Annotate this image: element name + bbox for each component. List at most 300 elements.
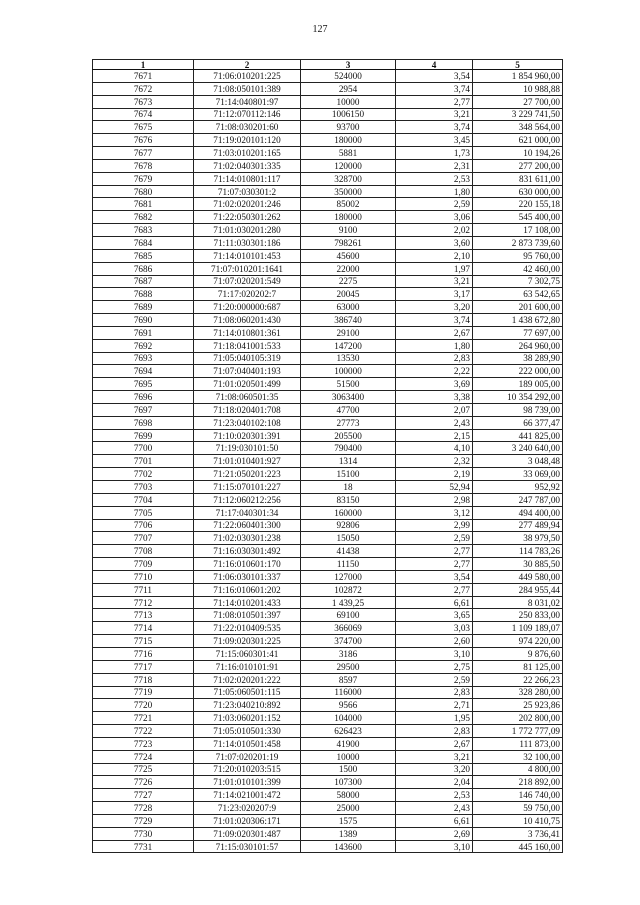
- row-number-cell: 7681: [93, 198, 194, 211]
- rate-cell: 2,98: [396, 493, 473, 506]
- rate-cell: 1,97: [396, 262, 473, 275]
- area-cell: 205500: [301, 429, 396, 442]
- row-number-cell: 7685: [93, 249, 194, 262]
- cadastral-number-cell: 71:07:020201:549: [194, 275, 301, 288]
- rate-cell: 52,94: [396, 481, 473, 494]
- value-cell: 98 739,00: [473, 403, 563, 416]
- area-cell: 10000: [301, 95, 396, 108]
- table-row: [93, 802, 563, 815]
- cadastral-number-cell: 71:01:010401:927: [194, 455, 301, 468]
- area-cell: 29500: [301, 660, 396, 673]
- row-number-cell: 7677: [93, 147, 194, 160]
- rate-cell: 3,74: [396, 121, 473, 134]
- area-cell: 27773: [301, 416, 396, 429]
- value-cell: 42 460,00: [473, 262, 563, 275]
- value-cell: 250 833,00: [473, 609, 563, 622]
- row-number-cell: 7692: [93, 339, 194, 352]
- rate-cell: 2,77: [396, 558, 473, 571]
- table-row: [93, 365, 563, 378]
- area-cell: 15050: [301, 532, 396, 545]
- area-cell: 374700: [301, 635, 396, 648]
- row-number-cell: 7675: [93, 121, 194, 134]
- table-row: [93, 82, 563, 95]
- cadastral-number-cell: 71:01:010101:399: [194, 776, 301, 789]
- area-cell: 798261: [301, 236, 396, 249]
- value-cell: 441 825,00: [473, 429, 563, 442]
- area-cell: 180000: [301, 134, 396, 147]
- area-cell: 147200: [301, 339, 396, 352]
- rate-cell: 2,59: [396, 673, 473, 686]
- value-cell: 77 697,00: [473, 326, 563, 339]
- area-cell: 160000: [301, 506, 396, 519]
- cadastral-number-cell: 71:17:040301:34: [194, 506, 301, 519]
- table-row: [93, 378, 563, 391]
- row-number-cell: 7703: [93, 481, 194, 494]
- value-cell: 59 750,00: [473, 802, 563, 815]
- row-number-cell: 7717: [93, 660, 194, 673]
- row-number-cell: 7672: [93, 82, 194, 95]
- table-row: [93, 699, 563, 712]
- column-header: 3: [301, 60, 396, 70]
- value-cell: 3 240 640,00: [473, 442, 563, 455]
- area-cell: 41900: [301, 737, 396, 750]
- row-number-cell: 7716: [93, 647, 194, 660]
- area-cell: 13530: [301, 352, 396, 365]
- table-row: [93, 635, 563, 648]
- row-number-cell: 7708: [93, 545, 194, 558]
- data-table: [92, 59, 563, 853]
- table-row: [93, 301, 563, 314]
- value-cell: 3 736,41: [473, 827, 563, 840]
- area-cell: 350000: [301, 185, 396, 198]
- cadastral-number-cell: 71:09:020301:225: [194, 635, 301, 648]
- table-row: [93, 326, 563, 339]
- table-row: [93, 211, 563, 224]
- table-row: [93, 236, 563, 249]
- area-cell: 18: [301, 481, 396, 494]
- row-number-cell: 7729: [93, 814, 194, 827]
- rate-cell: 3,60: [396, 236, 473, 249]
- area-cell: 1006150: [301, 108, 396, 121]
- rate-cell: 3,74: [396, 314, 473, 327]
- area-cell: 2275: [301, 275, 396, 288]
- area-cell: 29100: [301, 326, 396, 339]
- cadastral-number-cell: 71:14:040801:97: [194, 95, 301, 108]
- value-cell: 1 438 672,80: [473, 314, 563, 327]
- table-row: [93, 647, 563, 660]
- rate-cell: 3,45: [396, 134, 473, 147]
- rate-cell: 2,59: [396, 532, 473, 545]
- rate-cell: 3,69: [396, 378, 473, 391]
- value-cell: 10 988,88: [473, 82, 563, 95]
- rate-cell: 3,03: [396, 622, 473, 635]
- table-row: [93, 763, 563, 776]
- rate-cell: 3,21: [396, 750, 473, 763]
- table-row: [93, 159, 563, 172]
- row-number-cell: 7682: [93, 211, 194, 224]
- row-number-cell: 7684: [93, 236, 194, 249]
- row-number-cell: 7731: [93, 840, 194, 853]
- rate-cell: 4,10: [396, 442, 473, 455]
- value-cell: 3 229 741,50: [473, 108, 563, 121]
- area-cell: 524000: [301, 70, 396, 83]
- value-cell: 32 100,00: [473, 750, 563, 763]
- cadastral-number-cell: 71:08:010501:397: [194, 609, 301, 622]
- rate-cell: 2,77: [396, 583, 473, 596]
- rate-cell: 3,65: [396, 609, 473, 622]
- rate-cell: 3,54: [396, 70, 473, 83]
- column-header: 1: [93, 60, 194, 70]
- row-number-cell: 7723: [93, 737, 194, 750]
- table-row: [93, 429, 563, 442]
- table-row: [93, 506, 563, 519]
- table-row: [93, 673, 563, 686]
- table-row: [93, 391, 563, 404]
- value-cell: 111 873,00: [473, 737, 563, 750]
- table-row: [93, 262, 563, 275]
- table-row: [93, 609, 563, 622]
- table-row: [93, 532, 563, 545]
- rate-cell: 2,53: [396, 789, 473, 802]
- rate-cell: 6,61: [396, 814, 473, 827]
- value-cell: 494 400,00: [473, 506, 563, 519]
- value-cell: 17 108,00: [473, 224, 563, 237]
- table-row: [93, 172, 563, 185]
- value-cell: 66 377,47: [473, 416, 563, 429]
- value-cell: 1 772 777,09: [473, 725, 563, 738]
- rate-cell: 2,60: [396, 635, 473, 648]
- row-number-cell: 7718: [93, 673, 194, 686]
- table-row: [93, 570, 563, 583]
- value-cell: 328 280,00: [473, 686, 563, 699]
- area-cell: 85002: [301, 198, 396, 211]
- area-cell: 1 439,25: [301, 596, 396, 609]
- rate-cell: 2,10: [396, 249, 473, 262]
- rate-cell: 3,21: [396, 275, 473, 288]
- row-number-cell: 7700: [93, 442, 194, 455]
- cadastral-number-cell: 71:19:030101:50: [194, 442, 301, 455]
- table-row: [93, 314, 563, 327]
- rate-cell: 2,31: [396, 159, 473, 172]
- rate-cell: 1,73: [396, 147, 473, 160]
- area-cell: 127000: [301, 570, 396, 583]
- value-cell: 348 564,00: [473, 121, 563, 134]
- area-cell: 790400: [301, 442, 396, 455]
- value-cell: 277 200,00: [473, 159, 563, 172]
- cadastral-number-cell: 71:23:040210:892: [194, 699, 301, 712]
- table-row: [93, 776, 563, 789]
- row-number-cell: 7693: [93, 352, 194, 365]
- table-row: [93, 224, 563, 237]
- table-row: [93, 275, 563, 288]
- area-cell: 2954: [301, 82, 396, 95]
- cadastral-number-cell: 71:01:030201:280: [194, 224, 301, 237]
- column-header: 5: [473, 60, 563, 70]
- rate-cell: 2,83: [396, 352, 473, 365]
- area-cell: 51500: [301, 378, 396, 391]
- table-row: [93, 249, 563, 262]
- row-number-cell: 7726: [93, 776, 194, 789]
- cadastral-number-cell: 71:20:000000:687: [194, 301, 301, 314]
- table-row: [93, 558, 563, 571]
- rate-cell: 3,21: [396, 108, 473, 121]
- table-body: [93, 70, 563, 853]
- cadastral-number-cell: 71:09:020301:487: [194, 827, 301, 840]
- row-number-cell: 7711: [93, 583, 194, 596]
- area-cell: 20045: [301, 288, 396, 301]
- rate-cell: 2,32: [396, 455, 473, 468]
- table-row: [93, 442, 563, 455]
- area-cell: 386740: [301, 314, 396, 327]
- cadastral-number-cell: 71:02:030301:238: [194, 532, 301, 545]
- cadastral-number-cell: 71:06:010201:225: [194, 70, 301, 83]
- area-cell: 58000: [301, 789, 396, 802]
- value-cell: 2 873 739,60: [473, 236, 563, 249]
- rate-cell: 2,67: [396, 737, 473, 750]
- table-row: [93, 339, 563, 352]
- area-cell: 120000: [301, 159, 396, 172]
- row-number-cell: 7694: [93, 365, 194, 378]
- row-number-cell: 7702: [93, 468, 194, 481]
- table-row: [93, 455, 563, 468]
- area-cell: 366069: [301, 622, 396, 635]
- rate-cell: 2,43: [396, 416, 473, 429]
- value-cell: 10 410,75: [473, 814, 563, 827]
- value-cell: 284 955,44: [473, 583, 563, 596]
- rate-cell: 2,75: [396, 660, 473, 673]
- rate-cell: 3,38: [396, 391, 473, 404]
- rate-cell: 2,43: [396, 802, 473, 815]
- rate-cell: 1,95: [396, 712, 473, 725]
- row-number-cell: 7728: [93, 802, 194, 815]
- column-header: 4: [396, 60, 473, 70]
- page-number: 127: [312, 24, 328, 35]
- value-cell: 30 885,50: [473, 558, 563, 571]
- cadastral-number-cell: 71:20:010203:515: [194, 763, 301, 776]
- area-cell: 3063400: [301, 391, 396, 404]
- area-cell: 15100: [301, 468, 396, 481]
- area-cell: 107300: [301, 776, 396, 789]
- table-row: [93, 725, 563, 738]
- value-cell: 189 005,00: [473, 378, 563, 391]
- row-number-cell: 7696: [93, 391, 194, 404]
- row-number-cell: 7713: [93, 609, 194, 622]
- cadastral-number-cell: 71:11:030301:186: [194, 236, 301, 249]
- area-cell: 9566: [301, 699, 396, 712]
- area-cell: 1500: [301, 763, 396, 776]
- cadastral-number-cell: 71:14:021001:472: [194, 789, 301, 802]
- area-cell: 22000: [301, 262, 396, 275]
- cadastral-number-cell: 71:15:060301:41: [194, 647, 301, 660]
- area-cell: 1314: [301, 455, 396, 468]
- rate-cell: 2,59: [396, 198, 473, 211]
- table-row: [93, 545, 563, 558]
- value-cell: 445 160,00: [473, 840, 563, 853]
- column-header: 2: [194, 60, 301, 70]
- area-cell: 180000: [301, 211, 396, 224]
- table-row: [93, 288, 563, 301]
- table-row: [93, 468, 563, 481]
- rate-cell: 1,80: [396, 185, 473, 198]
- value-cell: 27 700,00: [473, 95, 563, 108]
- rate-cell: 3,54: [396, 570, 473, 583]
- table-row: [93, 121, 563, 134]
- table-row: [93, 134, 563, 147]
- value-cell: 545 400,00: [473, 211, 563, 224]
- area-cell: 116000: [301, 686, 396, 699]
- area-cell: 3186: [301, 647, 396, 660]
- table-row: [93, 352, 563, 365]
- row-number-cell: 7701: [93, 455, 194, 468]
- value-cell: 7 302,75: [473, 275, 563, 288]
- row-number-cell: 7721: [93, 712, 194, 725]
- value-cell: 1 109 189,07: [473, 622, 563, 635]
- row-number-cell: 7730: [93, 827, 194, 840]
- table-row: [93, 596, 563, 609]
- area-cell: 63000: [301, 301, 396, 314]
- value-cell: 63 542,65: [473, 288, 563, 301]
- value-cell: 81 125,00: [473, 660, 563, 673]
- row-number-cell: 7698: [93, 416, 194, 429]
- value-cell: 95 760,00: [473, 249, 563, 262]
- table-row: [93, 840, 563, 853]
- area-cell: 25000: [301, 802, 396, 815]
- cadastral-number-cell: 71:07:030301:2: [194, 185, 301, 198]
- rate-cell: 2,83: [396, 686, 473, 699]
- cadastral-number-cell: 71:22:060401:300: [194, 519, 301, 532]
- rate-cell: 1,80: [396, 339, 473, 352]
- value-cell: 218 892,00: [473, 776, 563, 789]
- value-cell: 3 048,48: [473, 455, 563, 468]
- area-cell: 93700: [301, 121, 396, 134]
- cadastral-number-cell: 71:02:020201:222: [194, 673, 301, 686]
- cadastral-number-cell: 71:08:050101:389: [194, 82, 301, 95]
- rate-cell: 2,67: [396, 326, 473, 339]
- row-number-cell: 7683: [93, 224, 194, 237]
- cadastral-number-cell: 71:22:010409:535: [194, 622, 301, 635]
- table-row: [93, 827, 563, 840]
- value-cell: 449 580,00: [473, 570, 563, 583]
- rate-cell: 2,19: [396, 468, 473, 481]
- value-cell: 201 600,00: [473, 301, 563, 314]
- area-cell: 9100: [301, 224, 396, 237]
- row-number-cell: 7686: [93, 262, 194, 275]
- row-number-cell: 7715: [93, 635, 194, 648]
- cadastral-number-cell: 71:18:041001:533: [194, 339, 301, 352]
- table-row: [93, 519, 563, 532]
- value-cell: 974 220,00: [473, 635, 563, 648]
- rate-cell: 2,77: [396, 95, 473, 108]
- row-number-cell: 7706: [93, 519, 194, 532]
- row-number-cell: 7725: [93, 763, 194, 776]
- value-cell: 10 194,26: [473, 147, 563, 160]
- row-number-cell: 7673: [93, 95, 194, 108]
- cadastral-number-cell: 71:06:030101:337: [194, 570, 301, 583]
- value-cell: 630 000,00: [473, 185, 563, 198]
- cadastral-number-cell: 71:03:010201:165: [194, 147, 301, 160]
- table-row: [93, 185, 563, 198]
- cadastral-number-cell: 71:22:050301:262: [194, 211, 301, 224]
- cadastral-number-cell: 71:01:020501:499: [194, 378, 301, 391]
- row-number-cell: 7699: [93, 429, 194, 442]
- cadastral-number-cell: 71:07:010201:1641: [194, 262, 301, 275]
- value-cell: 38 979,50: [473, 532, 563, 545]
- cadastral-number-cell: 71:14:010501:458: [194, 737, 301, 750]
- value-cell: 38 289,90: [473, 352, 563, 365]
- table-row: [93, 789, 563, 802]
- rate-cell: 3,12: [396, 506, 473, 519]
- row-number-cell: 7710: [93, 570, 194, 583]
- area-cell: 104000: [301, 712, 396, 725]
- area-cell: 143600: [301, 840, 396, 853]
- table-row: [93, 737, 563, 750]
- cadastral-number-cell: 71:16:010601:170: [194, 558, 301, 571]
- area-cell: 1389: [301, 827, 396, 840]
- rate-cell: 2,22: [396, 365, 473, 378]
- cadastral-number-cell: 71:05:040105:319: [194, 352, 301, 365]
- row-number-cell: 7687: [93, 275, 194, 288]
- value-cell: 8 031,02: [473, 596, 563, 609]
- area-cell: 47700: [301, 403, 396, 416]
- cadastral-number-cell: 71:16:030301:492: [194, 545, 301, 558]
- cadastral-number-cell: 71:18:020401:708: [194, 403, 301, 416]
- cadastral-number-cell: 71:05:010501:330: [194, 725, 301, 738]
- value-cell: 10 354 292,00: [473, 391, 563, 404]
- cadastral-number-cell: 71:07:040401:193: [194, 365, 301, 378]
- table-row: [93, 198, 563, 211]
- value-cell: 33 069,00: [473, 468, 563, 481]
- cadastral-number-cell: 71:16:010101:91: [194, 660, 301, 673]
- row-number-cell: 7724: [93, 750, 194, 763]
- area-cell: 45600: [301, 249, 396, 262]
- row-number-cell: 7714: [93, 622, 194, 635]
- value-cell: 264 960,00: [473, 339, 563, 352]
- area-cell: 100000: [301, 365, 396, 378]
- area-cell: 41438: [301, 545, 396, 558]
- area-cell: 328700: [301, 172, 396, 185]
- cadastral-number-cell: 71:14:010101:453: [194, 249, 301, 262]
- cadastral-number-cell: 71:23:040102:108: [194, 416, 301, 429]
- table-row: [93, 712, 563, 725]
- cadastral-number-cell: 71:19:020101:120: [194, 134, 301, 147]
- row-number-cell: 7671: [93, 70, 194, 83]
- table-row: [93, 95, 563, 108]
- row-number-cell: 7695: [93, 378, 194, 391]
- rate-cell: 3,10: [396, 647, 473, 660]
- cadastral-number-cell: 71:12:060212:256: [194, 493, 301, 506]
- table-row: [93, 70, 563, 83]
- row-number-cell: 7697: [93, 403, 194, 416]
- rate-cell: 2,15: [396, 429, 473, 442]
- table-row: [93, 147, 563, 160]
- cadastral-number-cell: 71:08:060501:35: [194, 391, 301, 404]
- rate-cell: 3,20: [396, 301, 473, 314]
- row-number-cell: 7691: [93, 326, 194, 339]
- table-row: [93, 108, 563, 121]
- cadastral-number-cell: 71:23:020207:9: [194, 802, 301, 815]
- row-number-cell: 7680: [93, 185, 194, 198]
- area-cell: 626423: [301, 725, 396, 738]
- cadastral-number-cell: 71:15:070101:227: [194, 481, 301, 494]
- value-cell: 222 000,00: [473, 365, 563, 378]
- area-cell: 92806: [301, 519, 396, 532]
- table-row: [93, 583, 563, 596]
- cadastral-number-cell: 71:08:060201:430: [194, 314, 301, 327]
- rate-cell: 3,10: [396, 840, 473, 853]
- cadastral-number-cell: 71:07:020201:19: [194, 750, 301, 763]
- row-number-cell: 7679: [93, 172, 194, 185]
- rate-cell: 2,83: [396, 725, 473, 738]
